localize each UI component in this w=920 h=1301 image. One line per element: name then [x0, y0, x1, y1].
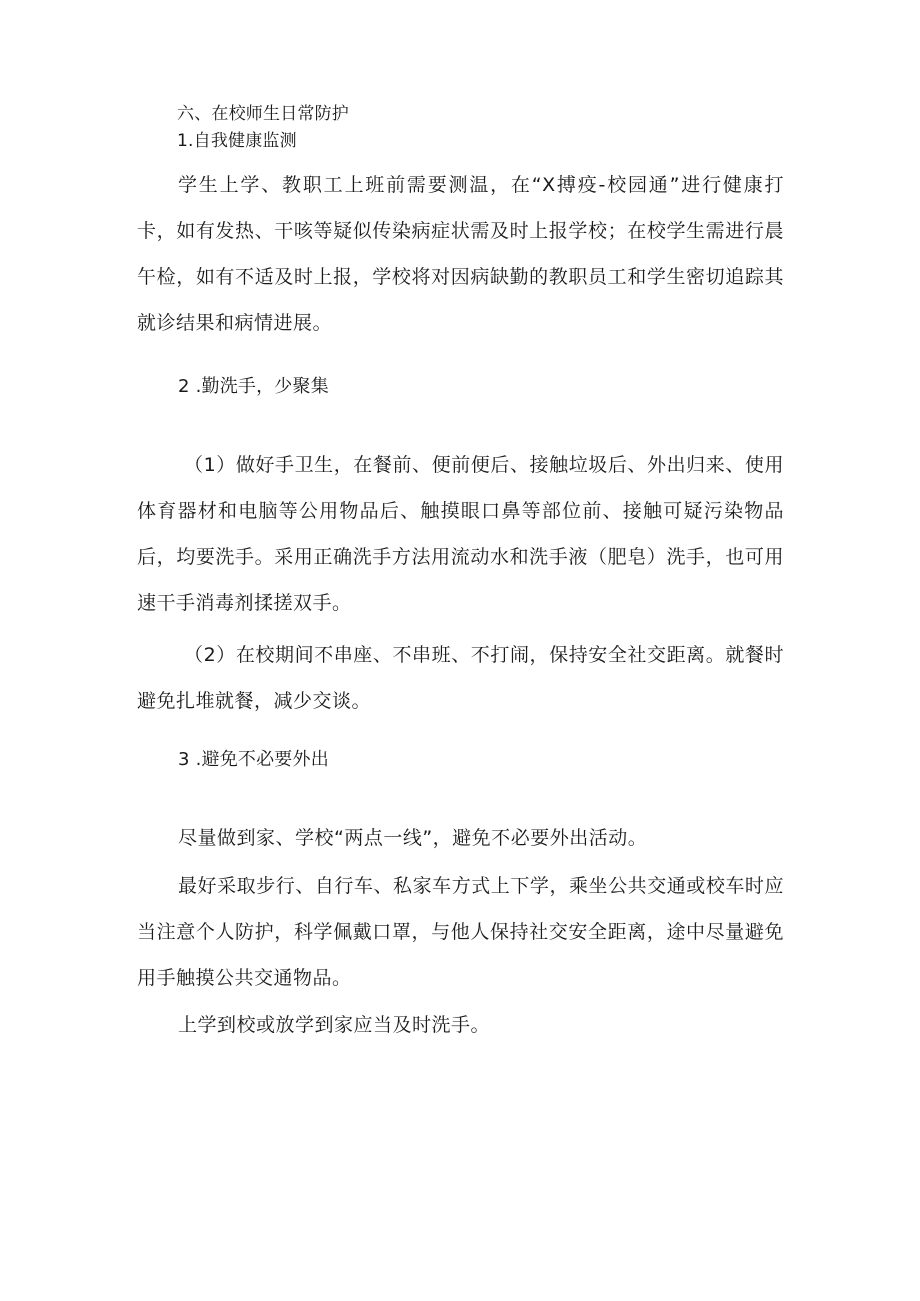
subsection-heading-avoid-outings: 3 .避免不必要外出 — [178, 749, 329, 770]
avoid-outings-paragraph-1: 尽量做到家、学校“两点一线”，避免不必要外出活动。 — [178, 827, 648, 849]
subsection-heading-health-monitoring: 1.自我健康监测 — [177, 131, 297, 151]
handwashing-item-1: （1）做好手卫生，在餐前、便前便后、接触垃圾后、外出归来、使用体育器材和电脑等公用物品后、触摸眼口鼻等部位前、接触可疑污染物品后，均要洗手。采用正确洗手方法用流动水和洗手液（肥皂）洗手，也可用速干手消毒剂揉搓双手。 — [137, 454, 784, 614]
section-title: 六、在校师生日常防护 — [177, 104, 349, 124]
avoid-outings-paragraph-2: 最好采取步行、自行车、私家车方式上下学，乘坐公共交通或校车时应当注意个人防护，科学佩戴口罩，与他人保持社交安全距离，途中尽量避免用手触摸公共交通物品。 — [137, 875, 784, 989]
subsection-heading-handwashing: 2 .勤洗手，少聚集 — [178, 376, 329, 397]
handwashing-item-2: （2）在校期间不串座、不串班、不打闹，保持安全社交距离。就餐时避免扎堆就餐，减少交谈。 — [137, 644, 784, 712]
health-monitoring-paragraph: 学生上学、教职工上班前需要测温，在“X搏疫-校园通”进行健康打卡，如有发热、干咳等疑似传染病症状需及时上报学校；在校学生需进行晨午检，如有不适及时上报，学校将对因病缺勤的教职员工和学生密切追踪其就诊结果和病情进展。 — [137, 174, 784, 334]
avoid-outings-paragraph-3: 上学到校或放学到家应当及时洗手。 — [178, 1014, 491, 1036]
